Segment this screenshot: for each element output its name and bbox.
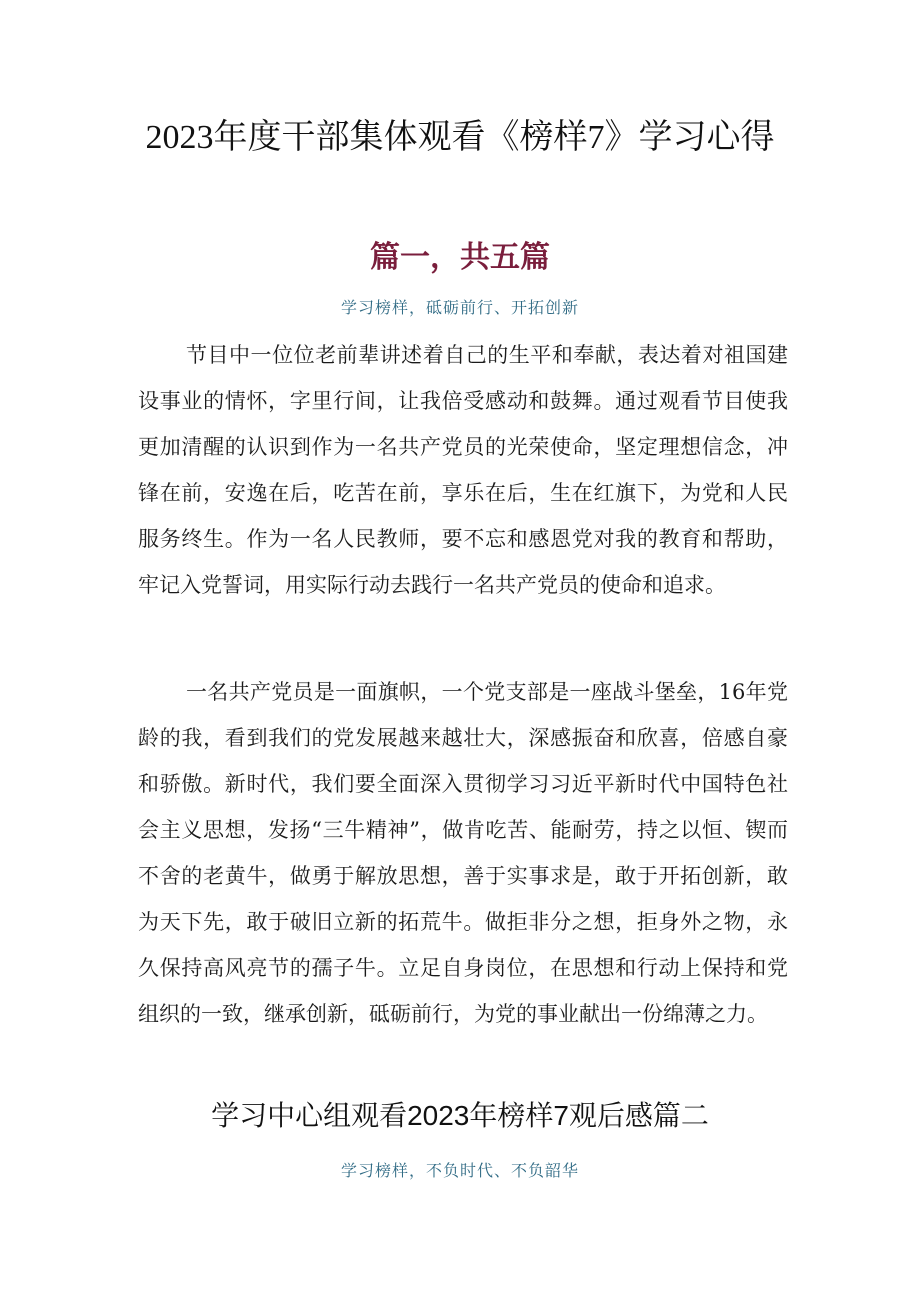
section-heading-2: 学习中心组观看2023年榜样7观后感篇二 xyxy=(211,1100,709,1131)
section-subtitle-1: 学习榜样，砥砺前行、开拓创新 xyxy=(340,298,579,317)
body-paragraph-1: 节目中一位位老前辈讲述着自己的生平和奉献，表达着对祖国建设事业的情怀，字里行间，让我倍受感动和鼓舞。通过观看节目使我更加清醒的认识到作为一名共产党员的光荣使命，坚定理想信念，冲锋在前，安逸在后，吃苦在前，享乐在后，生在红旗下，为党和人民服务终生。作为一名人民教师，要不忘和感恩党对我的教育和帮助，牢记入党誓词，用实际行动去践行一名共产党员的使命和追求。 xyxy=(138,343,788,597)
section-subtitle-2: 学习榜样，不负时代、不负韶华 xyxy=(340,1161,579,1180)
body-paragraph-2: 一名共产党员是一面旗帜，一个党支部是一座战斗堡垒，16年党龄的我，看到我们的党发展越来越壮大，深感振奋和欣喜，倍感自豪和骄傲。新时代，我们要全面深入贯彻学习习近平新时代中国特色社会主义思想，发扬“三牛精神”，做肯吃苦、能耐劳，持之以恒、锲而不舍的老黄牛，做勇于解放思想，善于实事求是，敢于开拓创新，敢为天下先，敢于破旧立新的拓荒牛。做拒非分之想，拒身外之物，永久保持高风亮节的孺子牛。立足自身岗位，在思想和行动上保持和党组织的一致，继承创新，砥砺前行，为党的事业献出一份绵薄之力。 xyxy=(138,680,788,1026)
document-title: 2023年度干部集体观看《榜样7》学习心得 xyxy=(145,119,775,156)
section-heading-1: 篇一，共五篇 xyxy=(370,240,550,275)
